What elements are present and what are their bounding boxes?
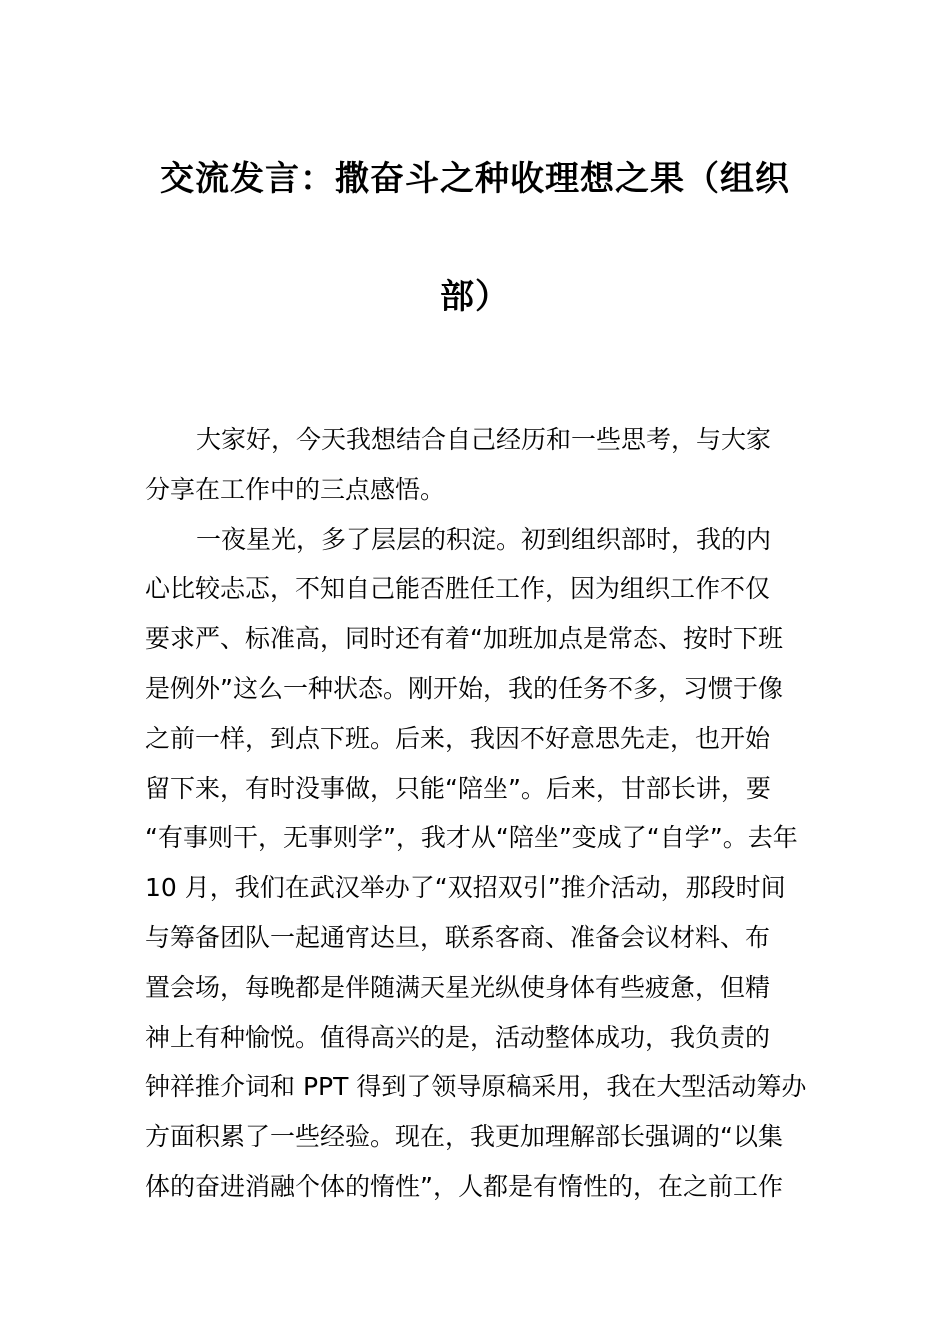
body-line: 之前一样，到点下班。后来，我因不好意思先走，也开始 [145,723,771,753]
body-line: 是例外”这么一种状态。刚开始，我的任务不多，习惯于像 [145,673,783,703]
body-line: 分享在工作中的三点感悟。 [145,474,446,504]
document-title-line-2: 部） [440,277,510,317]
body-line: 钟祥推介词和 PPT 得到了领导原稿采用，我在大型活动筹办 [145,1072,807,1102]
body-line: 留下来，有时没事做，只能“陪坐”。后来，甘部长讲，要 [145,773,771,803]
body-text [145,415,807,1212]
body-line: 体的奋进消融个体的惰性”，人都是有惰性的，在之前工作 [145,1171,783,1201]
body-line: 10 月，我们在武汉举办了“双招双引”推介活动，那段时间 [145,873,786,903]
document-title-line-1: 交流发言：撒奋斗之种收理想之果（组织 [160,159,790,199]
body-line: 一夜星光，多了层层的积淀。初到组织部时，我的内 [196,524,772,554]
body-line: “有事则干，无事则学”，我才从“陪坐”变成了“自学”。去年 [145,823,798,853]
body-line: 方面积累了一些经验。现在，我更加理解部长强调的“以集 [145,1122,783,1152]
body-line: 大家好，今天我想结合自己经历和一些思考，与大家 [196,425,772,454]
body-line: 神上有种愉悦。值得高兴的是，活动整体成功，我负责的 [145,1022,771,1052]
body-line: 要求严、标准高，同时还有着“加班加点是常态、按时下班 [145,624,783,654]
body-line: 心比较忐忑，不知自己能否胜任工作，因为组织工作不仅 [145,574,771,604]
body-line: 置会场，每晚都是伴随满天星光纵使身体有些疲惫，但精 [145,972,771,1002]
body-line: 与筹备团队一起通宵达旦，联系客商、准备会议材料、布 [145,922,771,952]
